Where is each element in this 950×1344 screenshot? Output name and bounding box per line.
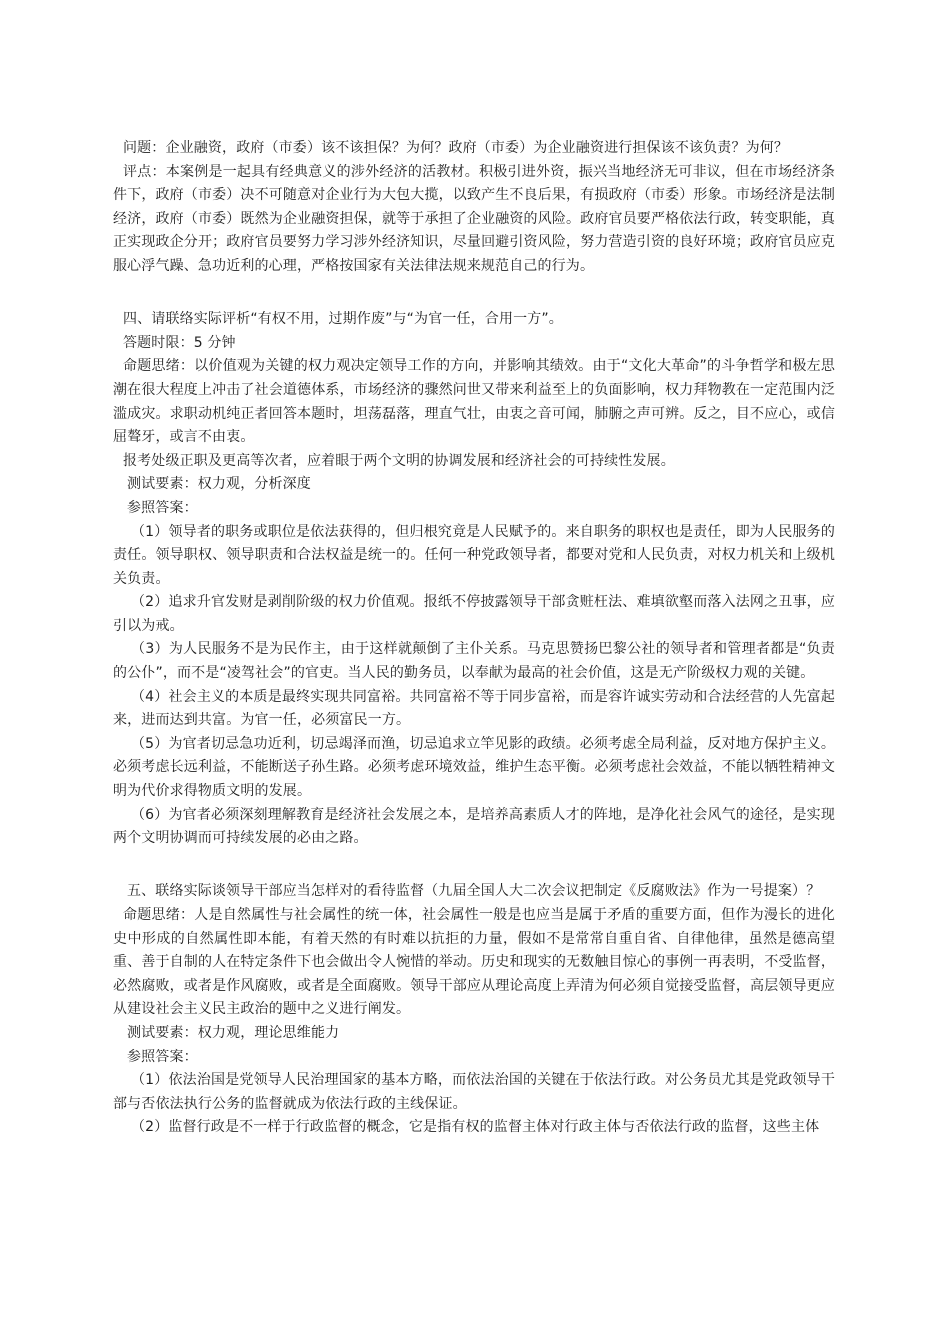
section4-note: 报考处级正职及更高等次者，应着眼于两个文明的协调发展和经济社会的可持续性发展。 bbox=[123, 452, 675, 469]
section4-answer-4: （4）社会主义的本质是最终实现共同富裕。共同富裕不等于同步富裕，而是容许诚实劳动和合法经营的人先富起来，进而达到共富。为官一任，必须富民一方。 bbox=[113, 688, 835, 729]
section5-rationale: 命题思绪：人是自然属性与社会属性的统一体，社会属性一般是也应当是属于矛盾的重要方面，但作为漫长的进化史中形成的自然属性即本能，有着天然的有时难以抗拒的力量，假如不是常常自重自省、自律他律，虽然是德高望重、善于自制的人在特定条件下也会做出令人惋惜的举动。历史和现实的无数触目惊心的事例一再表明，不受监督，必然腐败，或者是作风腐败，或者是全面腐败。领导干部应从理论高度上弄清为何必须自觉接受监督，高层领导更应从建设社会主义民主政治的题中之义进行阐发。 bbox=[113, 907, 835, 1018]
paragraph-spacer bbox=[113, 279, 835, 303]
comment-paragraph: 评点：本案例是一起具有经典意义的涉外经济的活教材。积极引进外资，振兴当地经济无可非议，但在市场经济条件下，政府（市委）决不可随意对企业行为大包大揽，以致产生不良后果，有损政府（市委）形象。市场经济是法制经济，政府（市委）既然为企业融资担保，就等于承担了企业融资的风险。政府官员要严格依法行政，转变职能，真正实现政企分开；政府官员要努力学习涉外经济知识，尽量回避引资风险，努力营造引资的良好环境；政府官员应克服心浮气躁、急功近利的心理，严格按国家有关法律法规来规范自己的行为。 bbox=[113, 163, 835, 274]
section5-heading: 五、联络实际谈领导干部应当怎样对的看待监督（九届全国人大二次会议把制定《反腐败法》作为一号提案）？ bbox=[127, 883, 821, 900]
paragraph-spacer bbox=[113, 851, 835, 875]
section4-reference-label: 参照答案： bbox=[127, 499, 198, 516]
section4-answer-1: （1）领导者的职务或职位是依法获得的，但归根究竟是人民赋予的。来自职务的职权也是责任，即为人民服务的责任。领导职权、领导职责和合法权益是统一的。任何一种党政领导者，都要对党和人民负责，对权力机关和上级机关负责。 bbox=[113, 523, 835, 587]
section4-answer-5: （5）为官者切忌急功近利，切忌竭泽而渔，切忌追求立竿见影的政绩。必须考虑全局利益，反对地方保护主义。必须考虑长远利益，不能断送子孙生路。必须考虑环境效益，维护生态平衡。必须考虑社会效益，不能以牺牲精神文明为代价求得物质文明的发展。 bbox=[113, 735, 835, 800]
section4-rationale: 命题思绪：以价值观为关键的权力观决定领导工作的方向，并影响其绩效。由于“文化大革命”的斗争哲学和极左思潮在很大程度上冲击了社会道德体系，市场经济的骤然问世又带来利益至上的负面影响，权力拜物教在一定范围内泛滥成灾。求职动机纯正者回答本题时，坦荡磊落，理直气壮，由衷之音可闻，肺腑之声可辨。反之，目不应心，或信屈聱牙，或言不由衷。 bbox=[113, 358, 835, 446]
section4-answer-3: （3）为人民服务不是为民作主，由于这样就颠倒了主仆关系。马克思赞扬巴黎公社的领导者和管理者都是“负责的公仆”，而不是“凌驾社会”的官吏。当人民的勤务员，以奉献为最高的社会价值，这是无产阶级权力观的关键。 bbox=[113, 641, 835, 682]
section5-answer-2: （2）监督行政是不一样于行政监督的概念，它是指有权的监督主体对行政主体与否依法行政的监督，这些主体 bbox=[131, 1119, 820, 1136]
document-page bbox=[113, 137, 835, 1140]
section4-answer-6: （6）为官者必须深刻理解教育是经济社会发展之本，是培养高素质人才的阵地，是净化社会风气的途径，是实现两个文明协调而可持续发展的必由之路。 bbox=[113, 806, 835, 847]
section4-time-limit: 答题时限：5 分钟 bbox=[123, 334, 236, 351]
section4-answer-2: （2）追求升官发财是剥削阶级的权力价值观。报纸不停披露领导干部贪赃枉法、难填欲壑而落入法网之丑事，应引以为戒。 bbox=[113, 594, 835, 634]
section5-answer-1: （1）依法治国是党领导人民治理国家的基本方略，而依法治国的关键在于依法行政。对公务员尤其是党政领导干部与否依法执行公务的监督就成为依法行政的主线保证。 bbox=[113, 1072, 835, 1112]
section5-reference-label: 参照答案： bbox=[127, 1048, 198, 1065]
section5-test-elements: 测试要素：权力观，理论思维能力 bbox=[127, 1024, 340, 1041]
section4-heading: 四、请联络实际评析“有权不用，过期作废”与“为官一任，合用一方”。 bbox=[123, 311, 563, 328]
question-paragraph: 问题：企业融资，政府（市委）该不该担保？为何？政府（市委）为企业融资进行担保该不该负责？为何？ bbox=[123, 140, 789, 156]
section4-test-elements: 测试要素：权力观，分析深度 bbox=[127, 476, 311, 493]
